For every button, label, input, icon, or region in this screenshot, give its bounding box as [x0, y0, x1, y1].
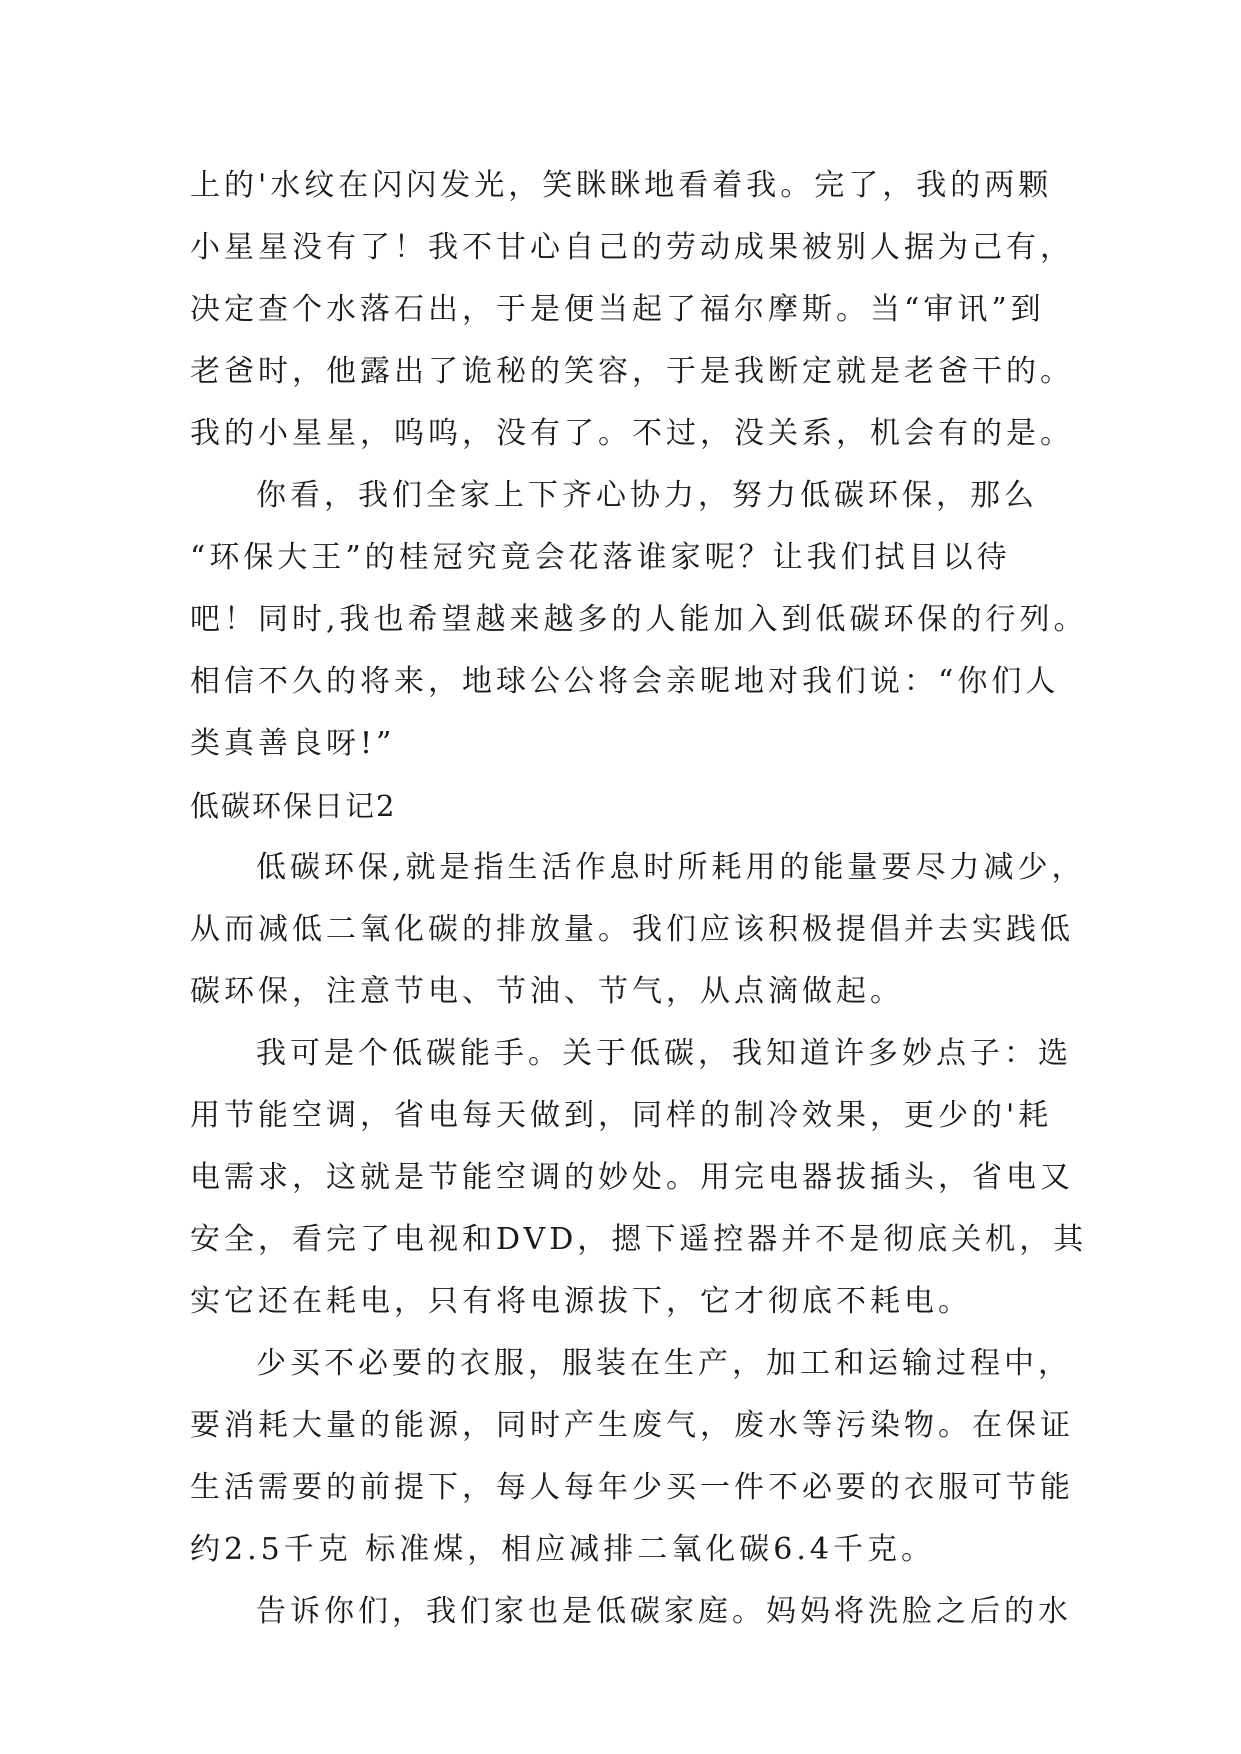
text-line: 类真善良呀!”: [190, 726, 396, 761]
text-line: 生活需要的前提下，每人每年少买一件不必要的衣服可节能: [190, 1470, 1074, 1505]
paragraph-definition: [190, 837, 1086, 1023]
text-line: 小星星没有了！我不甘心自己的劳动成果被别人据为己有，: [190, 230, 1074, 265]
text-line: “环保大王”的桂冠究竟会花落谁家呢？让我们拭目以待: [190, 540, 1011, 575]
text-line: 从而减低二氧化碳的排放量。我们应该积极提倡并去实践低: [190, 912, 1074, 947]
text-line: 老爸时，他露出了诡秘的笑容，于是我断定就是老爸干的。: [190, 354, 1074, 389]
paragraph-clothes: [190, 1333, 1074, 1581]
text-line: 你看，我们全家上下齐心协力，努力低碳环保，那么: [256, 478, 1038, 513]
paragraph-tips: [190, 1023, 1088, 1333]
paragraph-continued: [190, 155, 1074, 465]
text-line: 少买不必要的衣服，服装在生产，加工和运输过程中，: [256, 1346, 1072, 1381]
text-line: 要消耗大量的能源，同时产生废气，废水等污染物。在保证: [190, 1408, 1074, 1443]
paragraph-conclusion: [190, 465, 1088, 775]
text-line: 上的'水纹在闪闪发光，笑眯眯地看着我。完了，我的两颗: [190, 168, 1053, 203]
text-line: 电需求，这就是节能空调的妙处。用完电器拔插头，省电又: [190, 1160, 1074, 1195]
section-heading: 低碳环保日记2: [190, 789, 397, 823]
text-line: 吧！同时,我也希望越来越多的人能加入到低碳环保的行列。: [190, 602, 1088, 637]
document-page: [190, 155, 1088, 1643]
text-line: 实它还在耗电，只有将电源拔下，它才彻底不耗电。: [190, 1284, 972, 1319]
text-line: 碳环保，注意节电、节油、节气，从点滴做起。: [190, 974, 904, 1009]
text-line: 我可是个低碳能手。关于低碳，我知道许多妙点子：选: [256, 1036, 1072, 1071]
text-line: 约2.5千克 标准煤，相应减排二氧化碳6.4千克。: [190, 1532, 935, 1567]
text-line: 告诉你们，我们家也是低碳家庭。妈妈将洗脸之后的水: [256, 1594, 1072, 1629]
text-line: 安全，看完了电视和DVD，摁下遥控器并不是彻底关机，其: [190, 1222, 1088, 1257]
text-line: 我的小星星，呜呜，没有了。不过，没关系，机会有的是。: [190, 416, 1074, 451]
text-line: 用节能空调，省电每天做到，同样的制冷效果，更少的'耗: [190, 1098, 1053, 1133]
text-line: 决定查个水落石出，于是便当起了福尔摩斯。当“审讯”到: [190, 292, 1045, 327]
text-line: 低碳环保,就是指生活作息时所耗用的能量要尽力减少，: [256, 850, 1086, 885]
paragraph-family: [190, 1581, 1070, 1643]
text-line: 相信不久的将来，地球公公将会亲昵地对我们说：“你们人: [190, 664, 1060, 699]
